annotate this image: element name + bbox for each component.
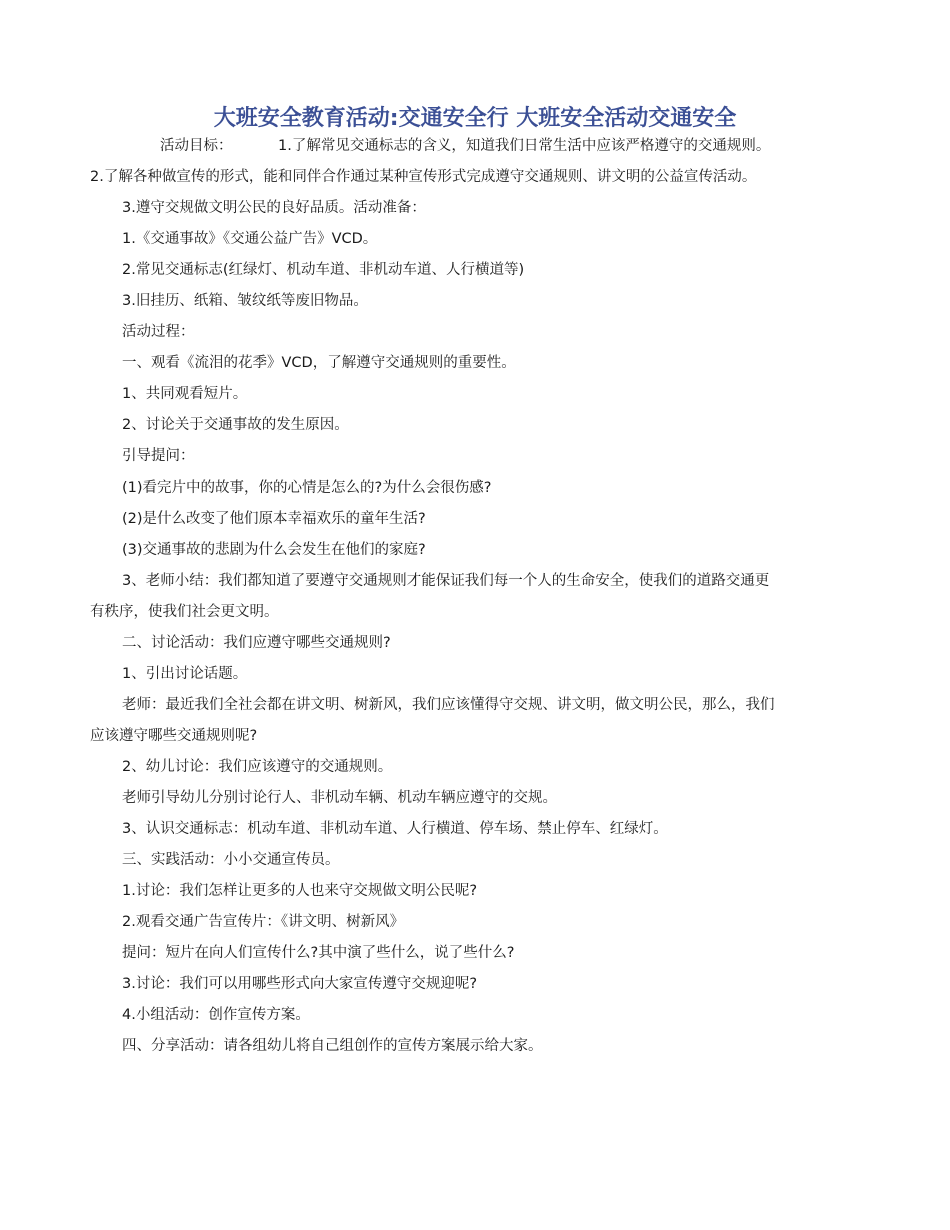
paragraph-line: 老师引导幼儿分别讨论行人、非机动车辆、机动车辆应遵守的交规。	[122, 790, 557, 806]
paragraph-line: (1)看完片中的故事，你的心情是怎么的?为什么会很伤感?	[122, 480, 492, 496]
paragraph-line: 有秩序，使我们社会更文明。	[90, 604, 279, 620]
paragraph-line: 2.常见交通标志(红绿灯、机动车道、非机动车道、人行横道等)	[122, 262, 525, 278]
paragraph-line: 3.遵守交规做文明公民的良好品质。活动准备：	[122, 200, 426, 216]
paragraph-line: 2、幼儿讨论：我们应该遵守的交通规则。	[122, 759, 393, 775]
section-heading: 一、观看《流泪的花季》VCD，了解遵守交通规则的重要性。	[122, 355, 516, 371]
paragraph-line: (3)交通事故的悲剧为什么会发生在他们的家庭?	[122, 542, 426, 558]
paragraph-line: 1、共同观看短片。	[122, 386, 248, 402]
paragraph-line: 1、引出讨论话题。	[122, 666, 248, 682]
section-heading: 二、讨论活动：我们应遵守哪些交通规则?	[122, 635, 391, 651]
paragraph-line: 2.观看交通广告宣传片：《讲文明、树新风》	[122, 914, 405, 930]
paragraph-line: 3.讨论：我们可以用哪些形式向大家宣传遵守交规迎呢?	[122, 976, 478, 992]
paragraph-line: 2.了解各种做宣传的形式，能和同伴合作通过某种宣传形式完成遵守交通规则、讲文明的公益宣传活动。	[90, 169, 757, 185]
paragraph-line: 提问：短片在向人们宣传什么?其中演了些什么，说了些什么?	[122, 945, 515, 961]
paragraph-line: 3、认识交通标志：机动车道、非机动车道、人行横道、停车场、禁止停车、红绿灯。	[122, 821, 668, 837]
section-heading: 活动过程：	[122, 324, 195, 340]
paragraph-line: (2)是什么改变了他们原本幸福欢乐的童年生活?	[122, 511, 426, 527]
paragraph-line: 4.小组活动：创作宣传方案。	[122, 1007, 310, 1023]
section-heading: 三、实践活动：小小交通宣传员。	[122, 852, 340, 868]
paragraph-line: 1.《交通事故》《交通公益广告》VCD。	[122, 231, 378, 247]
paragraph-line: 3、老师小结：我们都知道了要遵守交通规则才能保证我们每一个人的生命安全，使我们的道路交通更	[122, 573, 770, 589]
activity-goal-1: 1.了解常见交通标志的含义，知道我们日常生活中应该严格遵守的交通规则。	[278, 138, 771, 154]
section-heading: 四、分享活动：请各组幼儿将自己组创作的宣传方案展示给大家。	[122, 1038, 543, 1054]
paragraph-line: 3.旧挂历、纸箱、皱纹纸等废旧物品。	[122, 293, 368, 309]
paragraph-line: 引导提问：	[122, 448, 195, 464]
activity-goal-label: 活动目标：	[160, 138, 233, 154]
paragraph-line: 老师：最近我们全社会都在讲文明、树新风，我们应该懂得守交规、讲文明，做文明公民，那么，我们	[122, 697, 775, 713]
paragraph-line: 1.讨论：我们怎样让更多的人也来守交规做文明公民呢?	[122, 883, 478, 899]
paragraph-line: 应该遵守哪些交通规则呢?	[90, 728, 258, 744]
document-title: 大班安全教育活动:交通安全行 大班安全活动交通安全	[213, 106, 737, 131]
paragraph-line: 2、讨论关于交通事故的发生原因。	[122, 417, 349, 433]
